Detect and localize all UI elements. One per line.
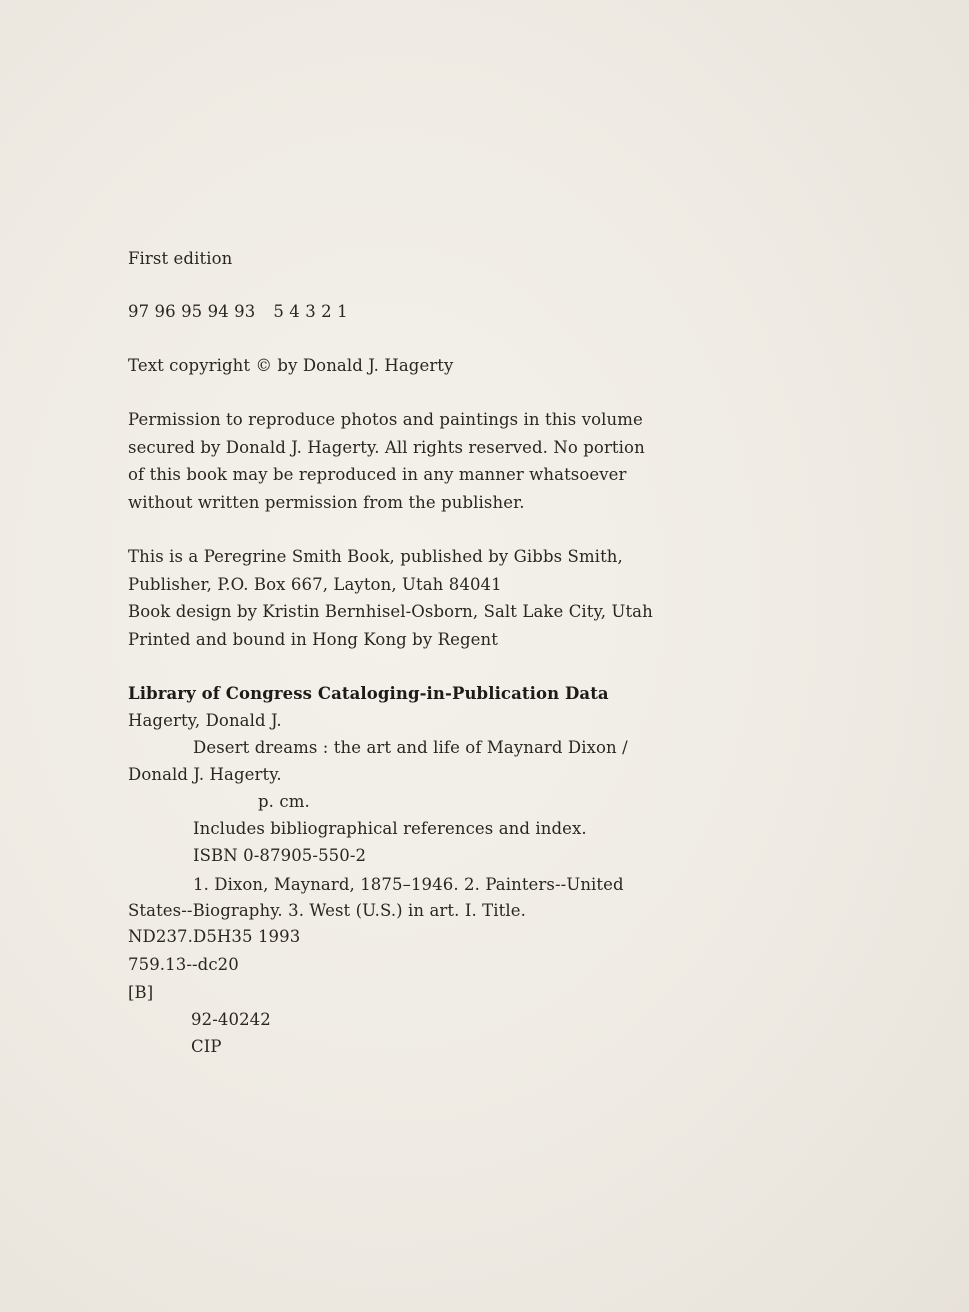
- cip-isbn: ISBN 0-87905-550-2: [193, 846, 367, 865]
- cip-dewey: 759.13--dc20: [128, 955, 239, 974]
- cip-subjects-line-1: 1. Dixon, Maynard, 1875–1946. 2. Painters--United: [193, 875, 624, 894]
- permission-line-1: Permission to reproduce photos and paintings in this volume: [128, 410, 643, 429]
- cip-author: Hagerty, Donald J.: [128, 711, 282, 730]
- permission-line-3: of this book may be reproduced in any manner whatsoever: [128, 465, 627, 484]
- publisher-line-2: Publisher, P.O. Box 667, Layton, Utah 84041: [128, 575, 502, 594]
- copyright-notice: Text copyright © by Donald J. Hagerty: [128, 356, 454, 375]
- publisher-line-3: Book design by Kristin Bernhisel-Osborn, Salt Lake City, Utah: [128, 602, 653, 621]
- printing-numbers: 5 4 3 2 1: [273, 302, 348, 321]
- edition-statement: First edition: [128, 249, 233, 268]
- permission-line-2: secured by Donald J. Hagerty. All rights reserved. No portion: [128, 438, 645, 457]
- cip-subjects-line-2: States--Biography. 3. West (U.S.) in art. I. Title.: [128, 901, 526, 920]
- publisher-line-1: This is a Peregrine Smith Book, published by Gibbs Smith,: [128, 547, 623, 566]
- cip-heading: Library of Congress Cataloging-in-Publication Data: [128, 684, 609, 703]
- cip-pagination: p. cm.: [258, 792, 310, 811]
- cip-title-line-2: Donald J. Hagerty.: [128, 765, 282, 784]
- cip-notes: Includes bibliographical references and index.: [193, 819, 587, 838]
- cip-label: CIP: [191, 1037, 222, 1056]
- cip-lc-class: ND237.D5H35 1993: [128, 927, 301, 946]
- printing-line: [128, 302, 348, 322]
- cip-bracket-code: [B]: [128, 983, 154, 1002]
- cip-lccn: 92-40242: [191, 1010, 271, 1029]
- publisher-line-4: Printed and bound in Hong Kong by Regent: [128, 630, 498, 649]
- permission-line-4: without written permission from the publisher.: [128, 493, 525, 512]
- cip-title-line-1: Desert dreams : the art and life of Maynard Dixon /: [193, 738, 628, 757]
- printing-years: 97 96 95 94 93: [128, 302, 256, 321]
